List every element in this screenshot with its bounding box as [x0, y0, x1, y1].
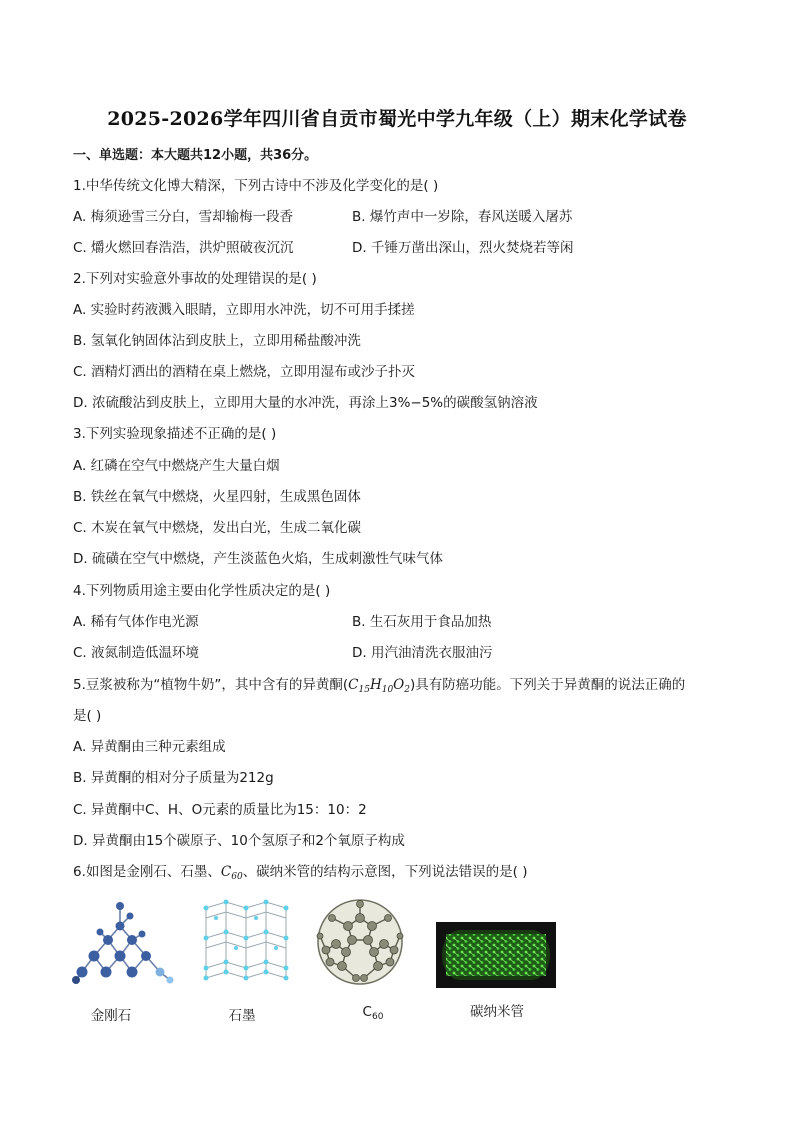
- question-2-option-d: D. 浓硫酸沾到皮肤上，立即用大量的水冲洗，再涂上3%−5%的碳酸氢钠溶液: [73, 395, 538, 411]
- graphite-structure-image: [196, 896, 296, 988]
- question-1-option-b: B. 爆竹声中一岁除，春风送暖入屠苏: [352, 209, 573, 225]
- diamond-structure-image: [70, 898, 180, 988]
- question-6-stem-end: 、碳纳米管的结构示意图，下列说法错误的是( ): [242, 864, 528, 880]
- question-5-stem: [73, 675, 685, 700]
- question-3-option-b: B. 铁丝在氧气中燃烧，火星四射，生成黑色固体: [73, 489, 361, 505]
- question-6-stem: [73, 862, 528, 887]
- question-5-stem-line2: 是( ): [73, 708, 102, 724]
- question-2-option-a: A. 实验时药液溅入眼睛，立即用水冲洗，切不可用手揉搓: [73, 302, 415, 318]
- question-5-option-a: A. 异黄酮由三种元素组成: [73, 739, 226, 755]
- question-5-stem-end: )具有防癌功能。下列关于异黄酮的说法正确的: [409, 677, 686, 693]
- question-4-stem: 4.下列物质用途主要由化学性质决定的是( ): [73, 583, 331, 599]
- question-3-option-c: C. 木炭在氧气中燃烧，发出白光，生成二氧化碳: [73, 520, 362, 536]
- question-5-stem-start: 5.豆浆被称为“植物牛奶”，其中含有的异黄酮(: [73, 677, 349, 693]
- isoflavone-formula: $C_{15}H_{10}O_2$: [348, 677, 410, 695]
- question-4-option-a: A. 稀有气体作电光源: [73, 614, 199, 630]
- question-4-option-d: D. 用汽油清洗衣服油污: [352, 645, 493, 661]
- question-5-option-c: C. 异黄酮中C、H、O元素的质量比为15：10：2: [73, 802, 367, 818]
- question-6-stem-start: 6.如图是金刚石、石墨、: [73, 864, 221, 880]
- question-2-option-c: C. 酒精灯洒出的酒精在桌上燃烧，立即用湿布或沙子扑灭: [73, 364, 416, 380]
- question-2-stem: 2.下列对实验意外事故的处理错误的是( ): [73, 271, 317, 287]
- diamond-caption: 金刚石: [90, 1008, 132, 1024]
- question-5-option-d: D. 异黄酮由15个碳原子、10个氢原子和2个氧原子构成: [73, 833, 405, 849]
- question-4-option-b: B. 生石灰用于食品加热: [352, 614, 492, 630]
- question-2-option-b: B. 氢氧化钠固体沾到皮肤上，立即用稀盐酸冲洗: [73, 333, 361, 349]
- question-3-option-d: D. 硫磺在空气中燃烧，产生淡蓝色火焰，生成刺激性气味气体: [73, 551, 443, 567]
- c60-formula: $C_{60}$: [220, 864, 243, 882]
- question-1-option-a: A. 梅须逊雪三分白，雪却输梅一段香: [73, 209, 294, 225]
- nanotube-caption: 碳纳米管: [470, 1004, 524, 1020]
- page-title: 2025-2026学年四川省自贡市蜀光中学九年级（上）期末化学试卷: [107, 108, 687, 130]
- question-1-option-d: D. 千锤万凿出深山，烈火焚烧若等闲: [352, 240, 574, 256]
- c60-structure-image: [312, 896, 408, 988]
- graphite-caption: 石墨: [228, 1008, 256, 1024]
- question-4-option-c: C. 液氮制造低温环境: [73, 645, 200, 661]
- section-heading: 一、单选题：本大题共12小题，共36分。: [73, 148, 318, 163]
- question-1-stem: 1.中华传统文化博大精深，下列古诗中不涉及化学变化的是( ): [73, 178, 439, 194]
- c60-caption: $C_{60}$: [362, 1004, 384, 1022]
- question-5-option-b: B. 异黄酮的相对分子质量为212g: [73, 770, 274, 786]
- question-3-option-a: A. 红磷在空气中燃烧产生大量白烟: [73, 458, 280, 474]
- question-3-stem: 3.下列实验现象描述不正确的是( ): [73, 426, 277, 442]
- carbon-nanotube-image: [436, 922, 556, 988]
- question-1-option-c: C. 爝火燃回春浩浩，洪炉照破夜沉沉: [73, 240, 294, 256]
